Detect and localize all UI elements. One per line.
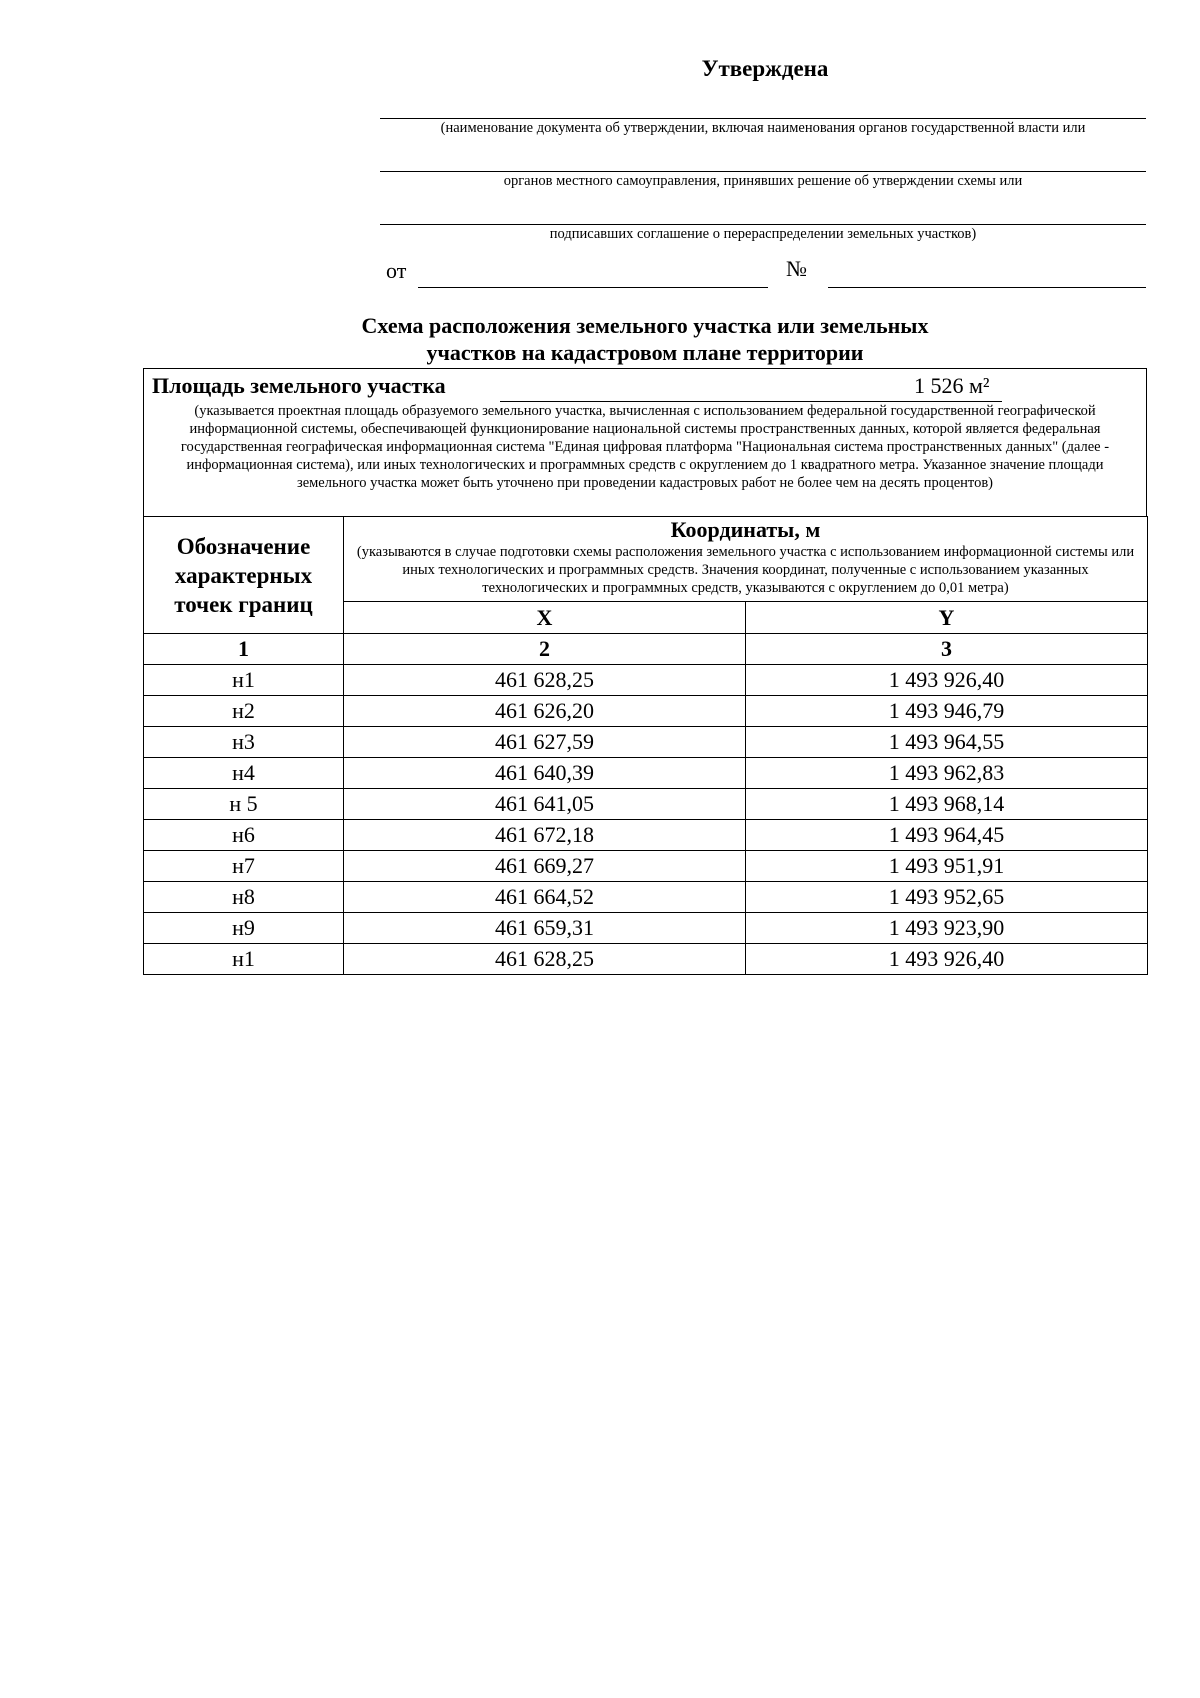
coordinates-header [344,517,1148,602]
y-cell: 1 493 951,91 [746,851,1148,882]
scheme-title [144,312,1146,366]
y-cell: 1 493 962,83 [746,758,1148,789]
point-cell: н3 [144,727,344,758]
x-cell: 461 627,59 [344,727,746,758]
table-row [144,789,1148,820]
area-section [143,368,1147,517]
coordinates-header-note: (указываются в случае подготовки схемы расположения земельного участка с использованием информационной системы или иных технологических и программных средств. Значения координат, полученные с использованием указанных технологических и программных средств, указываются с округлением до 0,01 метра) [356,544,1135,596]
y-cell: 1 493 926,40 [746,665,1148,696]
column-number: 2 [344,634,746,665]
point-cell: н1 [144,944,344,975]
date-label: от [386,258,407,283]
coordinates-header-title: Координаты, м [670,517,821,542]
column-number-row [144,634,1148,665]
approval-caption-line3: подписавших соглашение о перераспределении земельных участков) [549,226,977,242]
y-cell: 1 493 926,40 [746,944,1148,975]
table-row [144,944,1148,975]
coordinates-table [143,516,1148,975]
x-cell: 461 669,27 [344,851,746,882]
approved-title: Утверждена [701,56,829,81]
number-label: № [786,256,807,281]
column-number: 3 [746,634,1148,665]
table-row [144,820,1148,851]
table-header-row [144,517,1148,602]
point-cell: н6 [144,820,344,851]
approval-caption-line1: (наименование документа об утверждении, включая наименования органов государственной власти или [440,120,1086,136]
table-row [144,727,1148,758]
point-cell: н9 [144,913,344,944]
number-line [828,287,1146,288]
x-cell: 461 641,05 [344,789,746,820]
area-value: 1 526 м² [914,373,990,398]
x-cell: 461 640,39 [344,758,746,789]
point-cell: н 5 [144,789,344,820]
x-cell: 461 628,25 [344,944,746,975]
point-cell: н2 [144,696,344,727]
point-cell: н8 [144,882,344,913]
date-line [418,287,768,288]
point-designation-header: Обозначение характерных точек границ [144,517,344,634]
x-cell: 461 628,25 [344,665,746,696]
table-row [144,882,1148,913]
y-cell: 1 493 964,55 [746,727,1148,758]
y-cell: 1 493 923,90 [746,913,1148,944]
point-cell: н4 [144,758,344,789]
x-axis-header: X [344,602,746,634]
table-row [144,851,1148,882]
scheme-title-line1: Схема расположения земельного участка или земельных [361,313,929,338]
x-cell: 461 672,18 [344,820,746,851]
table-row [144,913,1148,944]
x-cell: 461 626,20 [344,696,746,727]
point-cell: н7 [144,851,344,882]
y-cell: 1 493 964,45 [746,820,1148,851]
area-label: Площадь земельного участка [152,373,446,398]
approval-agreement-line [380,224,1146,225]
x-cell: 461 659,31 [344,913,746,944]
x-cell: 461 664,52 [344,882,746,913]
scheme-title-line2: участков на кадастровом плане территории [426,340,864,365]
approval-caption-line2: органов местного самоуправления, принявших решение об утверждении схемы или [503,173,1023,189]
y-axis-header: Y [746,602,1148,634]
area-note: (указывается проектная площадь образуемого земельного участка, вычисленная с использованием федеральной государственной географической информационной системы, обеспечивающей функционирование национальной системы пространственных данных, которой является федеральная государственная географическая информационная система "Единая цифровая платформа "Национальная система пространственных данных" (далее - информационная система), или иных технологических и программных средств с округлением до 1 квадратного метра. Указанное значение площади земельного участка может быть уточнено при проведении кадастровых работ не более чем на десять процентов) [180,403,1110,491]
y-cell: 1 493 946,79 [746,696,1148,727]
table-row [144,696,1148,727]
table-row [144,758,1148,789]
table-row [144,665,1148,696]
y-cell: 1 493 968,14 [746,789,1148,820]
point-cell: н1 [144,665,344,696]
approval-authority-line [380,171,1146,172]
y-cell: 1 493 952,65 [746,882,1148,913]
column-number: 1 [144,634,344,665]
approval-document-line [380,118,1146,119]
